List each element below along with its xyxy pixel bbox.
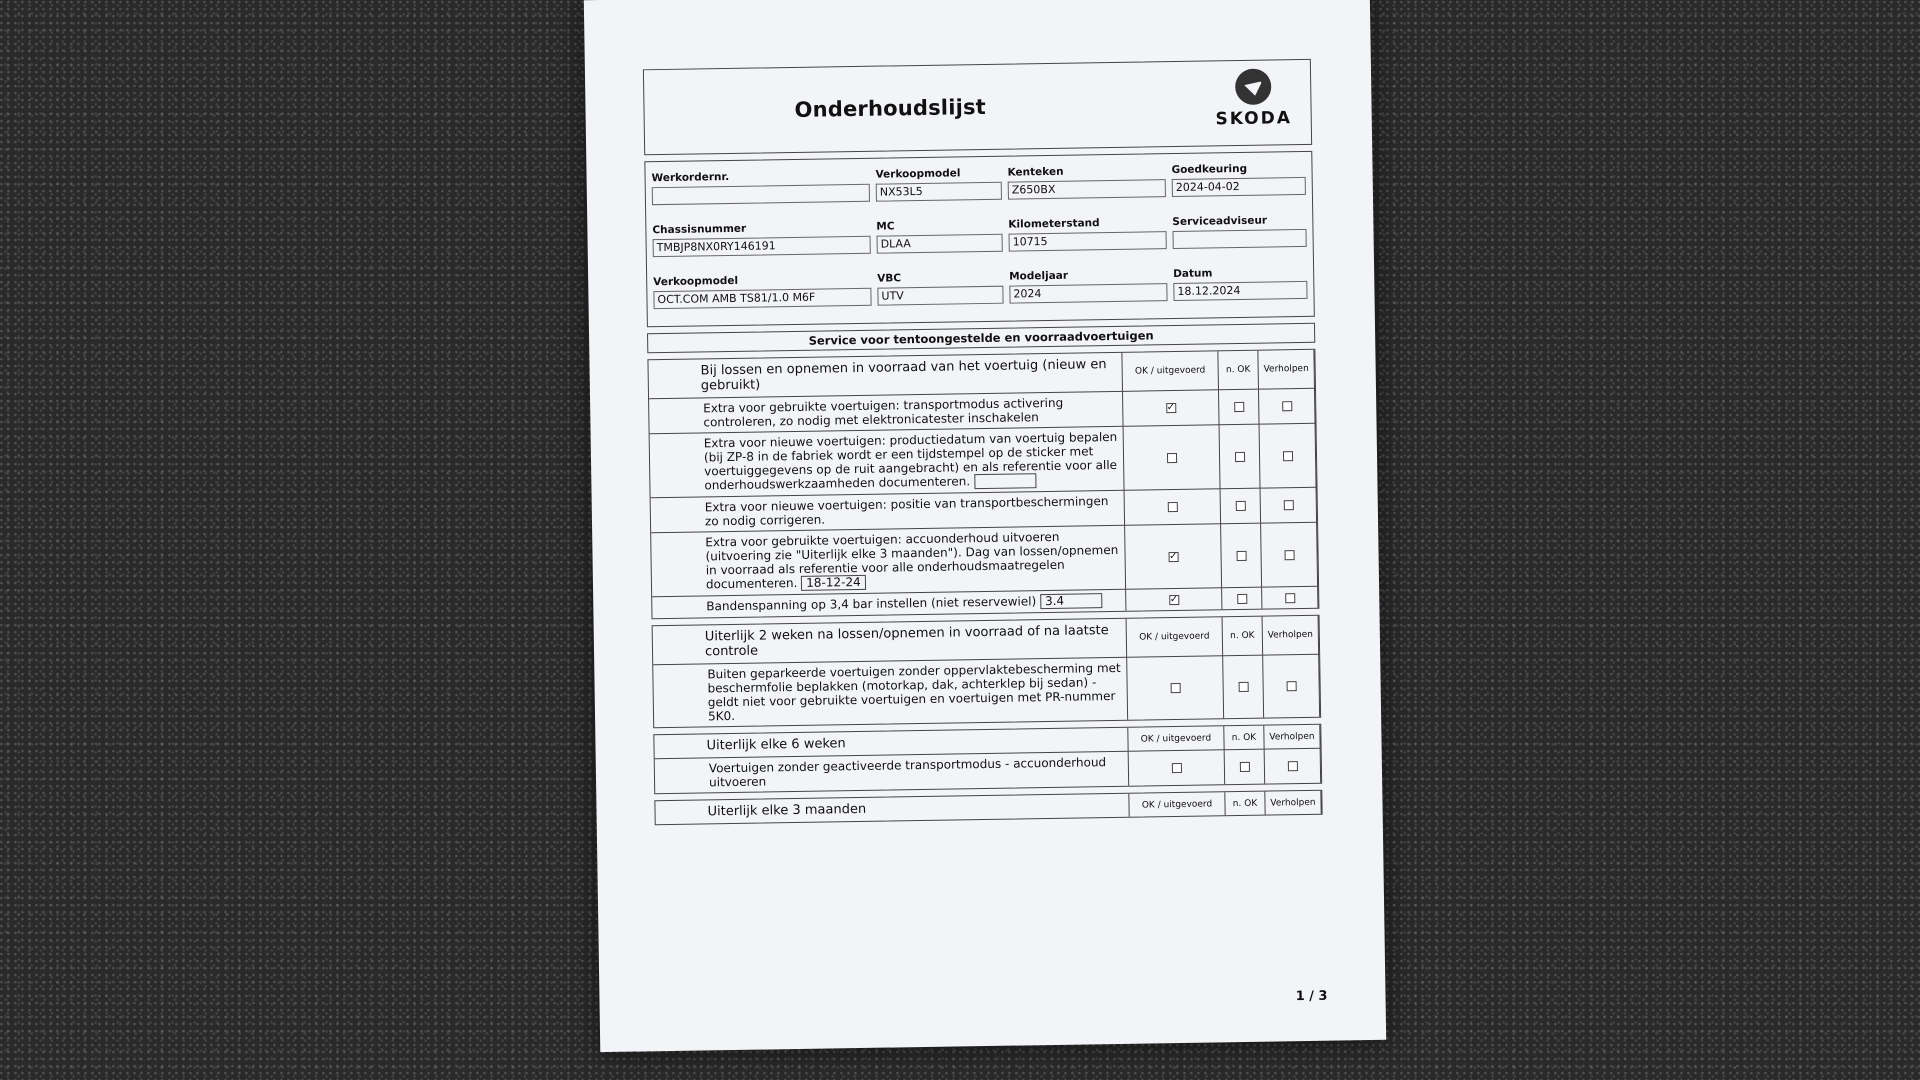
field-value: TMBJP8NX0RY146191 — [653, 236, 871, 257]
field-value: 2024-04-02 — [1172, 177, 1306, 197]
checkbox-cell — [1222, 588, 1262, 610]
field-chassisnummer — [652, 215, 871, 270]
checkbox-cell — [1125, 524, 1222, 590]
field-werkordernr — [651, 163, 870, 218]
column-ok-header: OK / uitgevoerd — [1129, 792, 1225, 817]
checkbox-ok[interactable] — [1170, 683, 1180, 693]
checklist-item-text: Buiten geparkeerde voertuigen zonder oppervlaktebescherming met beschermfolie beplakken (motorkap, dak, achterklep bij sedan) - geldt niet voor gebruikte voertuigen en voertuigen met PR-nummer 5K0. — [707, 660, 1121, 724]
checkbox-cell — [1263, 655, 1320, 718]
checkbox-nok[interactable] — [1236, 550, 1246, 560]
checkbox-cell — [1265, 749, 1322, 784]
checklist-item — [703, 658, 1128, 727]
field-value: 10715 — [1009, 231, 1167, 251]
checklist-item-text: Extra voor gebruikte voertuigen: transportmodus activering controleren, zo nodig met elektronicatester inschakelen — [703, 395, 1064, 430]
checkbox-cell — [1262, 587, 1318, 609]
checkbox-ok[interactable] — [1167, 502, 1177, 512]
field-label: Chassisnummer — [652, 222, 747, 237]
section-title: Service voor tentoongestelde en voorraadvoertuigen — [647, 323, 1315, 353]
field-value: DLAA — [877, 234, 1003, 254]
field-serviceadviseur — [1172, 208, 1307, 262]
column-ok-header: OK / uitgevoerd — [1127, 617, 1224, 658]
checkbox-fixed[interactable] — [1287, 761, 1297, 771]
checklist-item-text: Extra voor gebruikte voertuigen: accuonderhoud uitvoeren (uitvoering zie "Uiterlijk elke 3 maanden"). Dag van lossen/opnemen in voorraad als referentie voor alle onderhoudsmaatregelen documenteren. — [705, 529, 1119, 592]
field-value — [1172, 229, 1306, 249]
row-spacer — [651, 497, 702, 533]
column-not-ok-header: n. OK — [1225, 792, 1265, 816]
column-fixed-header: Verholpen — [1263, 616, 1320, 656]
checkbox-cell — [1127, 656, 1224, 720]
field-value: NX53L5 — [876, 182, 1002, 202]
field-verkoopmodel-code — [875, 161, 1002, 215]
checklist-heading: Uiterlijk elke 3 maanden — [655, 794, 1129, 824]
column-not-ok-header: n. OK — [1223, 617, 1264, 657]
checklist-heading: Bij lossen en opnemen in voorraad van het voertuig (nieuw en gebruikt) — [648, 353, 1123, 399]
checkbox-ok[interactable] — [1171, 763, 1181, 773]
column-not-ok-header: n. OK — [1224, 726, 1264, 751]
checkbox-nok[interactable] — [1235, 501, 1245, 511]
checklist-item-input[interactable] — [974, 473, 1036, 489]
checkbox-cell — [1261, 488, 1318, 524]
field-value: OCT.COM AMB TS81/1.0 M6F — [653, 288, 871, 309]
document-sheet — [584, 0, 1386, 1052]
checkbox-cell — [1123, 390, 1220, 427]
field-label: MC — [876, 220, 895, 233]
field-label: Werkordernr. — [651, 170, 730, 185]
checkbox-cell — [1259, 389, 1316, 425]
checklist-heading: Uiterlijk elke 6 weken — [654, 728, 1128, 759]
field-label: VBC — [877, 272, 902, 285]
field-kenteken — [1007, 158, 1166, 212]
field-label: Modeljaar — [1009, 269, 1069, 283]
checkbox-fixed[interactable] — [1284, 550, 1294, 560]
checkbox-cell — [1225, 750, 1266, 785]
checkbox-fixed[interactable] — [1282, 451, 1292, 461]
brand-name: SKODA — [1215, 108, 1293, 130]
field-label: Goedkeuring — [1171, 162, 1248, 177]
vehicle-info-grid — [644, 151, 1315, 327]
row-spacer — [652, 596, 702, 618]
column-fixed-header: Verholpen — [1264, 725, 1320, 750]
field-modeljaar — [1009, 262, 1168, 316]
row-spacer — [655, 758, 706, 793]
field-label: Datum — [1173, 267, 1213, 281]
checkbox-cell — [1219, 390, 1260, 426]
document-title: Onderhoudslijst — [794, 94, 987, 122]
field-value: UTV — [877, 286, 1003, 306]
checkbox-nok[interactable] — [1234, 402, 1244, 412]
checkbox-cell — [1221, 524, 1262, 589]
field-value: 2024 — [1009, 283, 1167, 303]
field-label: Verkoopmodel — [875, 167, 961, 181]
checkbox-ok[interactable]: ✓ — [1166, 402, 1176, 414]
field-label: Kenteken — [1007, 165, 1064, 179]
checkbox-cell — [1223, 656, 1264, 719]
column-fixed-header: Verholpen — [1258, 350, 1315, 390]
checkbox-nok[interactable] — [1238, 682, 1248, 692]
checkbox-nok[interactable] — [1234, 451, 1244, 461]
skoda-logo-icon — [1235, 68, 1272, 105]
checkbox-ok[interactable]: ✓ — [1169, 593, 1179, 605]
page-number: 1 / 3 — [1295, 988, 1328, 1005]
checkbox-fixed[interactable] — [1283, 500, 1293, 510]
column-fixed-header: Verholpen — [1265, 791, 1321, 815]
checklist-table — [654, 790, 1322, 825]
field-value: 18.12.2024 — [1173, 281, 1307, 301]
checkbox-fixed[interactable] — [1285, 593, 1295, 603]
row-spacer — [650, 433, 701, 498]
checkbox-cell — [1261, 523, 1318, 588]
row-spacer — [651, 532, 702, 597]
checkbox-ok[interactable] — [1166, 452, 1176, 462]
field-label: Kilometerstand — [1008, 217, 1100, 231]
checkbox-cell — [1260, 424, 1317, 489]
column-not-ok-header: n. OK — [1218, 351, 1259, 391]
checkbox-cell — [1125, 489, 1222, 526]
checkbox-cell — [1129, 750, 1226, 786]
checklist-item-text: Bandenspanning op 3,4 bar instellen (niet reservewiel) — [706, 594, 1037, 614]
field-goedkeuring — [1171, 156, 1306, 210]
document-header — [643, 59, 1312, 155]
checkbox-fixed[interactable] — [1286, 681, 1296, 691]
checkbox-cell — [1220, 425, 1261, 490]
checklist-item-input[interactable]: 3.4 — [1040, 593, 1102, 609]
checklist-blocks — [647, 349, 1322, 825]
checklist-table — [652, 615, 1322, 728]
field-value — [652, 184, 870, 205]
checkbox-cell — [1124, 425, 1221, 491]
checkbox-nok[interactable] — [1237, 593, 1247, 603]
field-kilometerstand — [1008, 210, 1167, 264]
field-label: Verkoopmodel — [653, 274, 739, 289]
checklist-item-text: Voertuigen zonder geactiveerde transportmodus - accuonderhoud uitvoeren — [708, 755, 1107, 790]
checkbox-nok[interactable] — [1239, 762, 1249, 772]
checkbox-ok[interactable]: ✓ — [1169, 550, 1178, 562]
brand-block — [1208, 68, 1299, 129]
checklist-item — [705, 752, 1129, 793]
checklist-table — [653, 724, 1322, 794]
field-datum — [1173, 260, 1308, 314]
checklist-item — [700, 427, 1125, 498]
checklist-item — [701, 526, 1126, 597]
checklist-item-text: Extra voor nieuwe voertuigen: positie van transportbeschermingen zo nodig corrigeren. — [704, 494, 1109, 529]
field-vbc — [877, 265, 1004, 319]
column-ok-header: OK / uitgevoerd — [1122, 351, 1219, 392]
checklist-heading: Uiterlijk 2 weken na lossen/opnemen in voorraad of na laatste controle — [653, 619, 1128, 665]
row-spacer — [653, 664, 704, 727]
checklist-item-text: Extra voor nieuwe voertuigen: productiedatum van voertuig bepalen (bij ZP-8 in de fabriek wordt er een tijdstempel op de sticker met voertuiggegevens op de ruit aangebracht) en als referentie voor alle onderhoudswerkzaamheden documenteren. — [703, 429, 1118, 493]
field-mc — [876, 213, 1003, 267]
checkbox-cell — [1221, 489, 1262, 525]
row-spacer — [649, 398, 700, 434]
field-label: Serviceadviseur — [1172, 214, 1268, 229]
checkbox-fixed[interactable] — [1282, 401, 1292, 411]
column-ok-header: OK / uitgevoerd — [1128, 726, 1224, 752]
checklist-table — [647, 349, 1319, 619]
checklist-item-input[interactable]: 18-12-24 — [801, 575, 866, 591]
checkbox-cell — [1126, 588, 1222, 611]
field-value: Z650BX — [1008, 179, 1166, 199]
field-verkoopmodel — [653, 267, 872, 322]
